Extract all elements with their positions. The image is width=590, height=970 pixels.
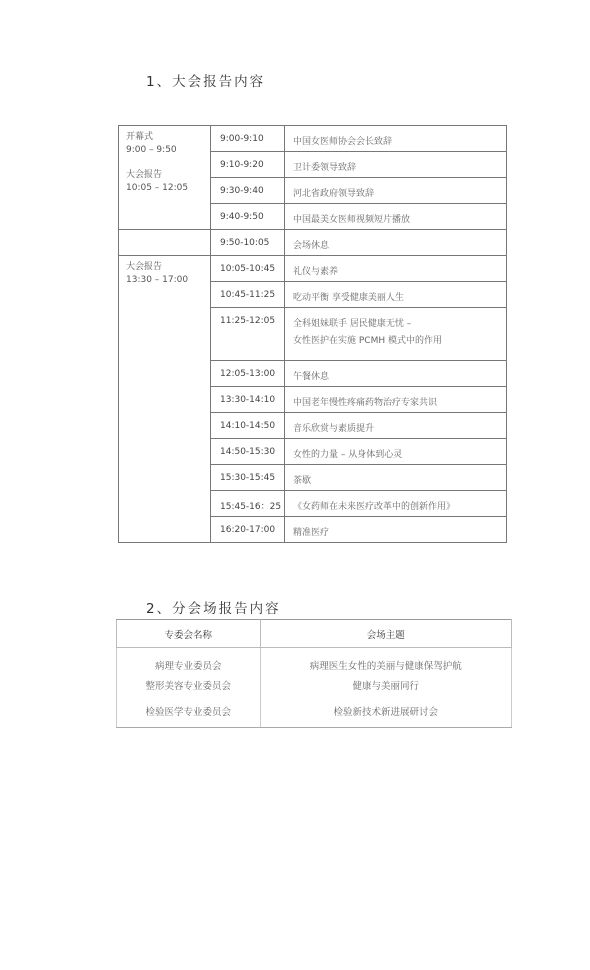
row-time: 9:10-9:20 [211, 152, 285, 178]
row-title-line1: 全科姐妹联手 居民健康无忧 – [293, 319, 412, 329]
session-theme: 健康与美丽同行 [260, 675, 511, 695]
section-1-title: 1、大会报告内容 [146, 74, 266, 90]
afternoon-block-cell [119, 256, 211, 543]
row-title: 吃动平衡 享受健康美丽人生 [285, 282, 507, 308]
session-theme: 病理医生女性的美丽与健康保驾护航 [260, 648, 511, 676]
schedule-table [118, 125, 507, 543]
row-time: 15:45-16：25 [211, 491, 285, 517]
section-2-title: 2、分会场报告内容 [146, 601, 281, 617]
row-time: 16:20-17:00 [211, 517, 285, 543]
row-time: 12:05-13:00 [211, 361, 285, 387]
row-title: 《女药师在未来医疗改革中的创新作用》 [285, 491, 507, 517]
opening-time: 9:00 – 9:50 [126, 145, 177, 155]
afternoon-report-time: 13:30 – 17:00 [126, 275, 189, 285]
table-row [117, 695, 512, 728]
row-title: 中国女医师协会会长致辞 [285, 126, 507, 152]
column-header-committee: 专委会名称 [117, 620, 261, 648]
committee-name: 整形美容专业委员会 [117, 675, 261, 695]
row-title: 会场休息 [285, 230, 507, 256]
row-title: 午餐休息 [285, 361, 507, 387]
row-time: 13:30-14:10 [211, 387, 285, 413]
row-title-line2: 女性医护在实施 PCMH 模式中的作用 [293, 336, 442, 346]
morning-report-time: 10:05 – 12:05 [126, 183, 189, 193]
row-time: 9:50-10:05 [211, 230, 285, 256]
table-row [119, 126, 507, 152]
table-row [119, 256, 507, 282]
table-row [117, 648, 512, 676]
row-title: 河北省政府领导致辞 [285, 178, 507, 204]
row-title: 茶歇 [285, 465, 507, 491]
row-time: 11:25-12:05 [211, 308, 285, 361]
committee-name: 病理专业委员会 [117, 648, 261, 676]
row-title: 中国老年慢性疼痛药物治疗专家共识 [285, 387, 507, 413]
committee-name: 检验医学专业委员会 [117, 695, 261, 728]
row-time: 9:40-9:50 [211, 204, 285, 230]
morning-block-cell [119, 126, 211, 230]
opening-label: 开幕式 [126, 132, 154, 142]
row-time: 9:00-9:10 [211, 126, 285, 152]
row-title: 女性的力量 – 从身体到心灵 [285, 439, 507, 465]
table-row [119, 230, 507, 256]
row-time: 10:45-11:25 [211, 282, 285, 308]
row-time: 14:50-15:30 [211, 439, 285, 465]
row-title: 音乐欣赏与素质提升 [285, 413, 507, 439]
table-header-row [117, 620, 512, 648]
row-time: 14:10-14:50 [211, 413, 285, 439]
row-time: 10:05-10:45 [211, 256, 285, 282]
row-title: 中国最美女医师视频短片播放 [285, 204, 507, 230]
empty-block-cell [119, 230, 211, 256]
session-theme: 检验新技术新进展研讨会 [260, 695, 511, 728]
column-header-theme: 会场主题 [260, 620, 511, 648]
afternoon-report-label: 大会报告 [126, 262, 163, 272]
table-row [117, 675, 512, 695]
morning-report-label: 大会报告 [126, 170, 163, 180]
sub-session-table [116, 619, 512, 728]
row-title [285, 308, 507, 361]
row-title: 卫计委领导致辞 [285, 152, 507, 178]
row-time: 9:30-9:40 [211, 178, 285, 204]
row-time: 15:30-15:45 [211, 465, 285, 491]
row-title: 精准医疗 [285, 517, 507, 543]
row-title: 礼仪与素养 [285, 256, 507, 282]
